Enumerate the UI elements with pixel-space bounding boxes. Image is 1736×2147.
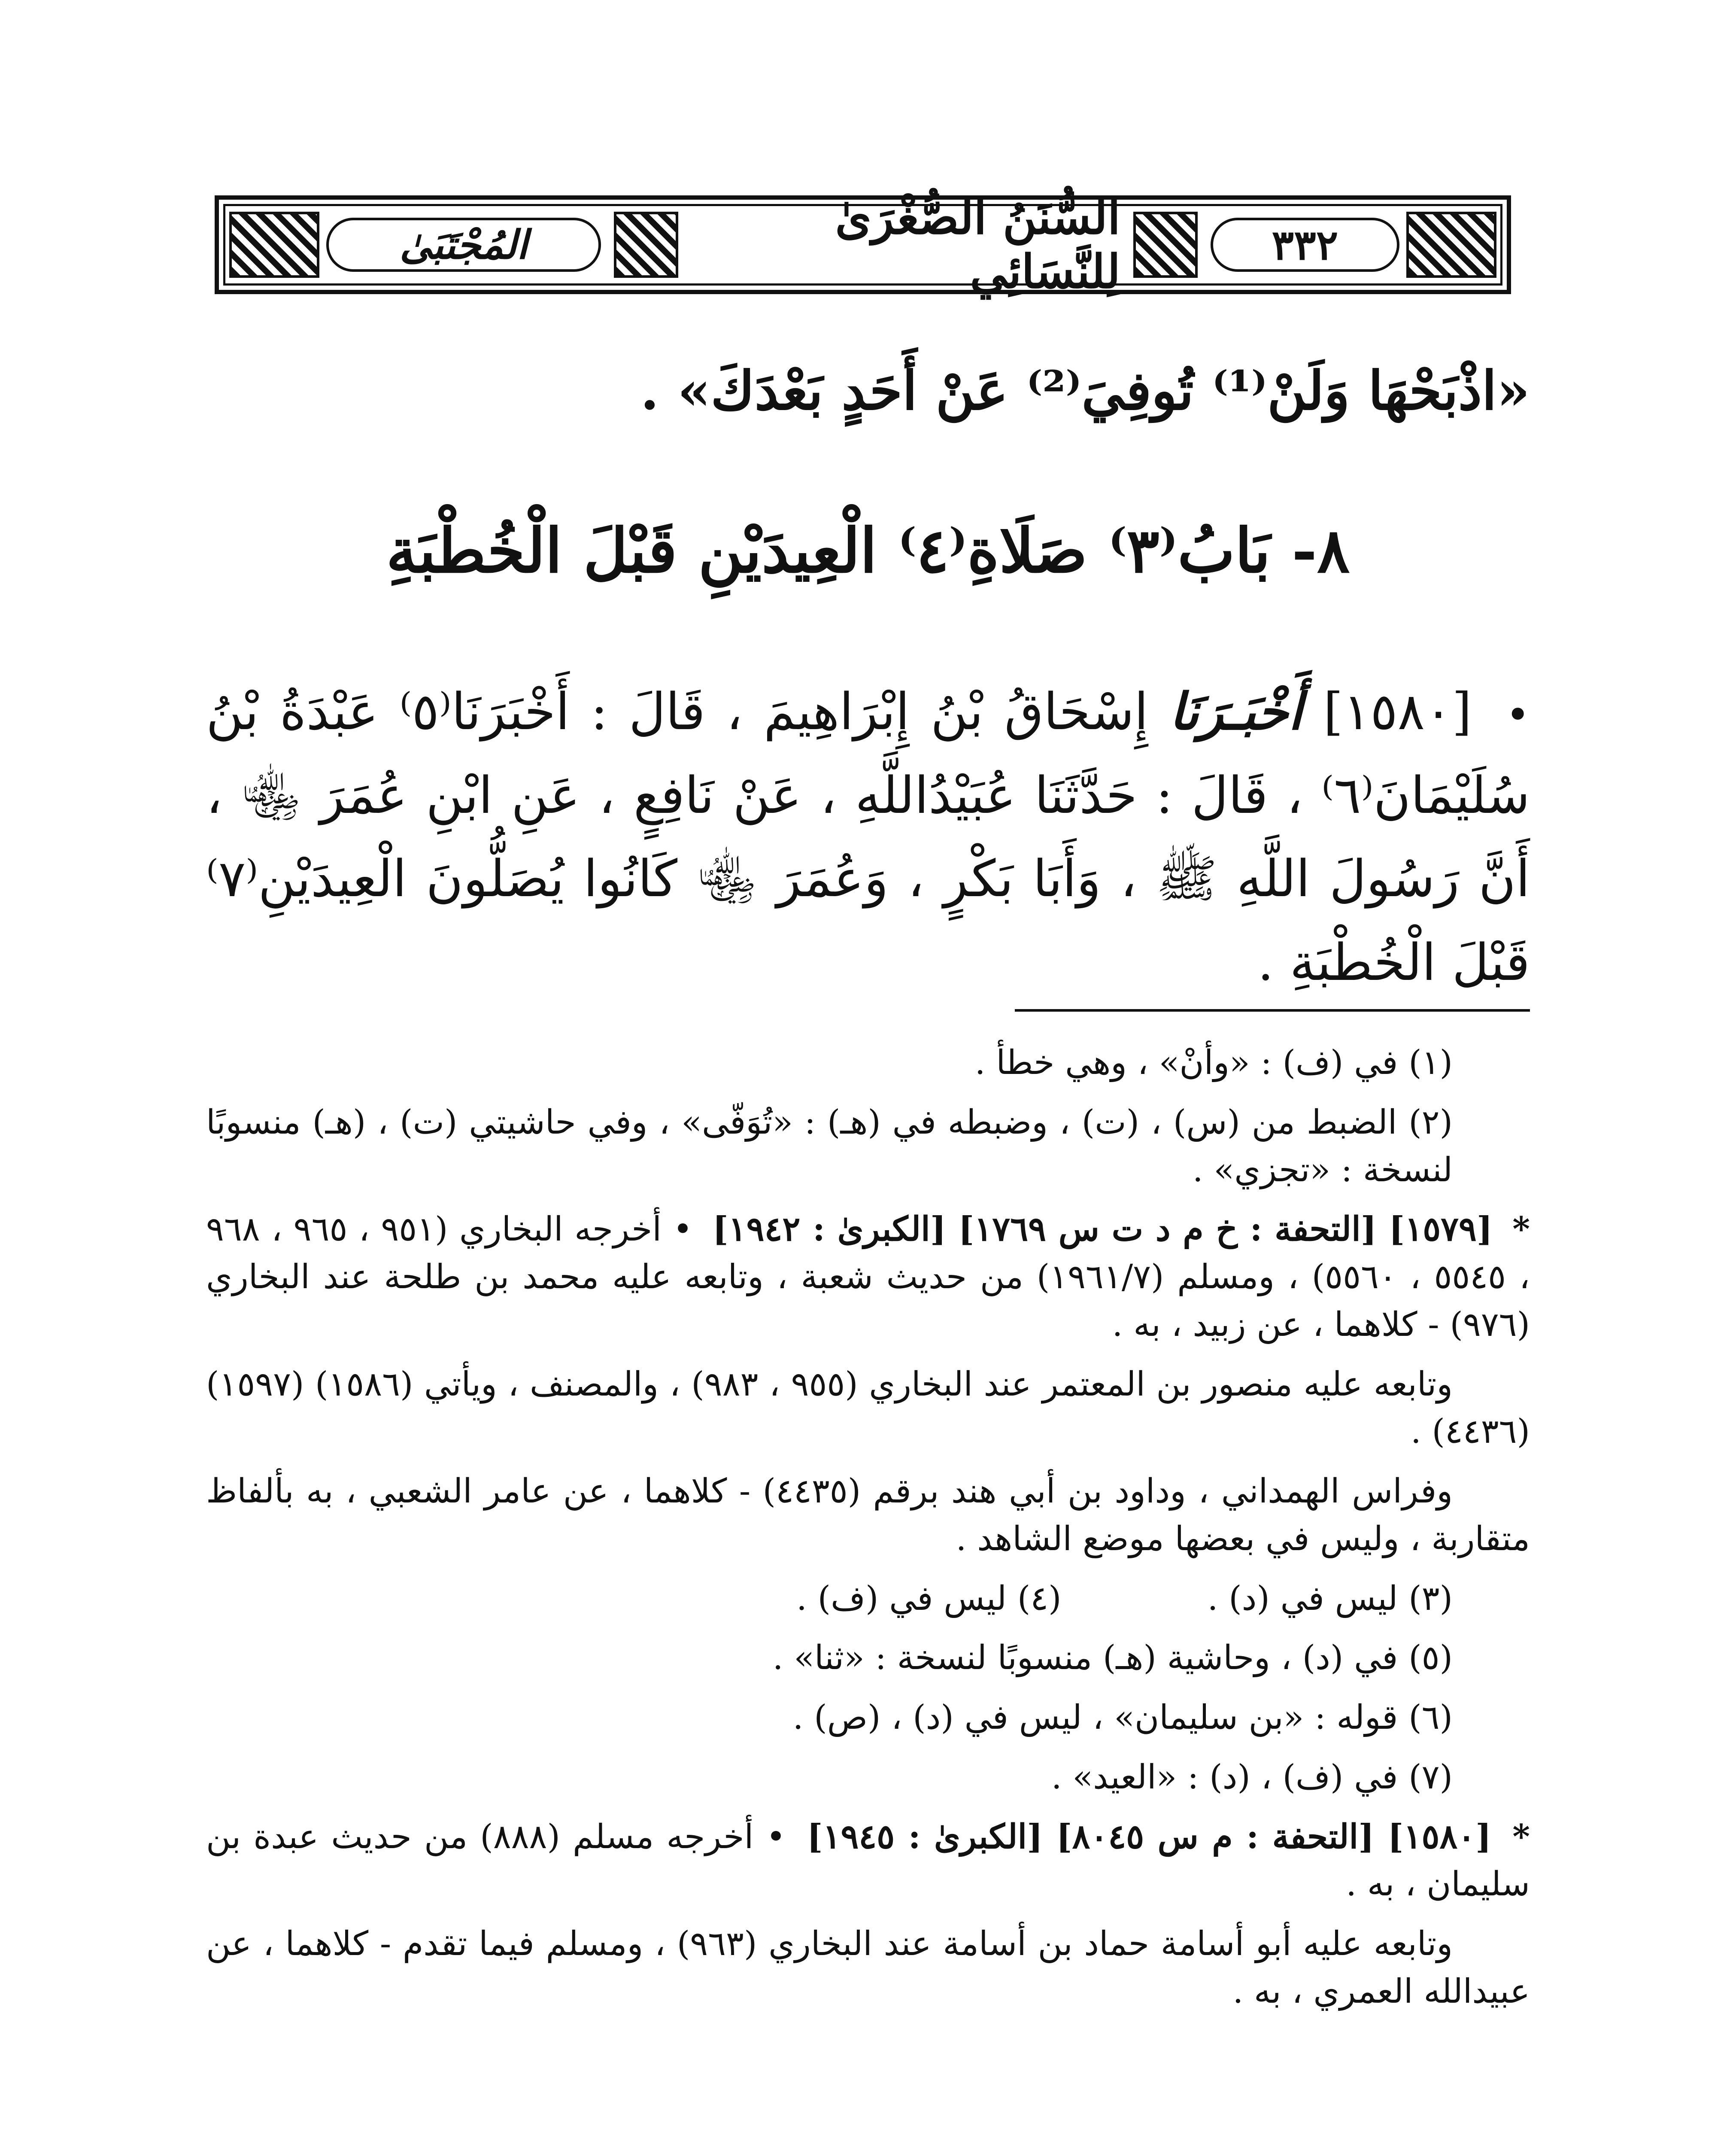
takhrij-1580-ref: [١٥٨٠] [التحفة : م س ٨٠٤٥] [الكبرىٰ : ١٩٤٥] bbox=[807, 1817, 1492, 1856]
chapter-heading: ٨- بَابُ⁽٣⁾ صَلَاةِ⁽٤⁾ الْعِيدَيْنِ قَبْلَ الْخُطْبَةِ bbox=[386, 515, 1350, 587]
page-header-banner bbox=[215, 191, 1511, 299]
hadith-akhbarana: أَخْبَـرَنَا bbox=[1169, 681, 1302, 741]
takhrij-1579 bbox=[206, 1206, 1530, 1348]
footnote-1: (١) في (ف) : «وأنْ» ، وهي خطأ . bbox=[974, 1043, 1453, 1082]
bullet-icon: • bbox=[673, 1210, 693, 1249]
takhrij-1579-para-3: وفراس الهمداني ، وداود بن أبي هند برقم (٤٤٣٥) - كلاهما ، عن عامر الشعبي ، به بألفاظ متقاربة ، وليس في بعضها موضع الشاهد . bbox=[206, 1472, 1530, 1558]
hadith-number: [١٥٨٠] bbox=[1323, 682, 1472, 741]
page-number: ٣٣٢ bbox=[1211, 218, 1399, 272]
footnote-7: (٧) في (ف) ، (د) : «العيد» . bbox=[1051, 1758, 1453, 1797]
footnotes bbox=[206, 1039, 1530, 2028]
takhrij-1579-body: أخرجه البخاري (٩٥١ ، ٩٦٥ ، ٩٦٨ ، ٥٥٤٥ ، ٥٥٦٠) ، ومسلم (١٩٦١/٧) من حديث شعبة ، وتابعه عليه محمد بن طلحة عند البخاري (٩٧٦) - كلاهما ، عن زبيد ، به . bbox=[206, 1210, 1530, 1344]
takhrij-1580-para-2: وتابعه عليه أبو أسامة حماد بن أسامة عند البخاري (٩٦٣) ، ومسلم فيما تقدم - كلاهما ، عن عبيدالله العمري ، به . bbox=[206, 1925, 1530, 2011]
hadith-text bbox=[206, 670, 1530, 1004]
hadith-body: إِسْحَاقُ بْنُ إِبْرَاهِيمَ ، قَالَ : أَخْبَرَنَا⁽٥⁾ عَبْدَةُ بْنُ سُلَيْمَانَ⁽٦⁾ ، قَالَ : حَدَّثَنَا عُبَيْدُاللَّهِ ، عَنْ نَافِعٍ ، عَنِ ابْنِ عُمَرَ ﵄ ، أَنَّ رَسُولَ اللَّهِ ﷺ ، وَأَبَا بَكْرٍ ، وَعُمَرَ ﵄ كَانُوا يُصَلُّونَ الْعِيدَيْنِ⁽٧⁾ قَبْلَ الْخُطْبَةِ . bbox=[206, 682, 1530, 992]
bullet-icon: • bbox=[1505, 691, 1530, 739]
takhrij-1580-body: أخرجه مسلم (٨٨٨) من حديث عبدة بن سليمان ، به . bbox=[206, 1817, 1530, 1904]
ornament-icon bbox=[1133, 212, 1198, 278]
footnote-6: (٦) قوله : «بن سليمان» ، ليس في (د) ، (ص) . bbox=[792, 1698, 1453, 1737]
footnotes-3-4 bbox=[206, 1575, 1530, 1623]
takhrij-1579-para-2: وتابعه عليه منصور بن المعتمر عند البخاري (٩٥٥ ، ٩٨٣) ، والمصنف ، ويأتي (١٥٨٦) (١٥٩٧) (٤٤٣٦) . bbox=[206, 1365, 1530, 1451]
book-badge: المُجْتَبَىٰ bbox=[326, 218, 601, 272]
takhrij-1579-ref: [١٥٧٩] [التحفة : خ م د ت س ١٧٦٩] [الكبرىٰ : ١٩٤٢] bbox=[712, 1210, 1493, 1249]
star-icon: * bbox=[1512, 1817, 1530, 1856]
takhrij-1580 bbox=[206, 1813, 1530, 1909]
footnote-5: (٥) في (د) ، وحاشية (هـ) منسوبًا لنسخة : «ثنا» . bbox=[772, 1639, 1453, 1678]
star-icon: * bbox=[1512, 1210, 1530, 1249]
quote-line: «اذْبَحْهَا وَلَنْ⁽¹⁾ تُوفِيَ⁽²⁾ عَنْ أَحَدٍ بَعْدَكَ» . bbox=[640, 360, 1530, 422]
running-title: السُّنَنُ الصُّغْرَىٰ لِلنَّسَائِي bbox=[835, 191, 1120, 299]
ornament-icon bbox=[1406, 212, 1496, 278]
ornament-icon bbox=[229, 212, 319, 278]
footnote-2: (٢) الضبط من (س) ، (ت) ، وضبطه في (هـ) : «تُوَفّى» ، وفي حاشيتي (ت) ، (هـ) منسوبًا لنسخة : «تجزي» . bbox=[206, 1103, 1453, 1189]
footnote-divider bbox=[1015, 1009, 1530, 1012]
ornament-icon bbox=[614, 212, 678, 278]
footnote-4: (٤) ليس في (ف) . bbox=[796, 1579, 1062, 1618]
footnote-3: (٣) ليس في (د) . bbox=[1207, 1579, 1453, 1618]
bullet-icon: • bbox=[766, 1817, 786, 1856]
